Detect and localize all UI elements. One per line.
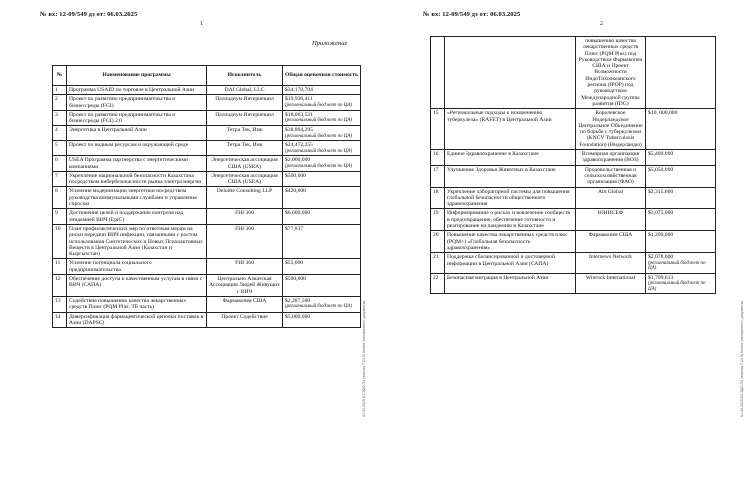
row-number: 1 — [55, 87, 58, 93]
total-cost: $500,000 — [285, 172, 306, 179]
table-row — [431, 109, 716, 150]
executor: Internews Network — [588, 254, 633, 261]
executor: Фармакопея США — [588, 232, 633, 239]
row-number: 16 — [433, 151, 439, 158]
program-name: Улучшение Здоровья Животных в Казахстане — [447, 166, 556, 173]
executor: Продовольственная и сельскохозяйственная организация (ФАО) — [584, 166, 637, 186]
row-number: 10 — [55, 225, 61, 232]
executor: Палладиум Интернешнл — [215, 96, 274, 103]
program-name: Диверсификация фармацевтической цепочки поставок в Азии (DAPSC) — [69, 313, 204, 326]
table-row — [431, 150, 716, 166]
program-name: План профилактических мер по ответным мерам на риски передачи ВИЧ инфекции, связанными с ростом использования Синтетических и Новых Психоактивных Веществ в Центральной Азии (Казахстан и Кыргызстан) — [69, 225, 203, 258]
table-row — [431, 165, 716, 187]
total-cost: $55,000 — [285, 260, 304, 267]
incoming-reference: № вх: 12-09/549 дз от: 06.03.2025 — [423, 11, 521, 18]
table-body — [53, 86, 361, 328]
table-body — [431, 37, 716, 294]
side-note: 04.03.2025 ЕСЭДО ГО (версия 7.23.0) Копия электронного документа. — [740, 300, 744, 417]
row-number: 4 — [55, 127, 58, 134]
executor: Winrock International — [585, 274, 636, 281]
total-cost: $2,000,000 — [285, 157, 311, 164]
table-row — [53, 312, 361, 328]
total-cost: $5,000,000 — [285, 313, 311, 320]
executor: Королевское Нидерландское Центральное Объединение по борьбе с туберкулезом (KNCV Tuberculosis Foundation) (Нидерланды) — [578, 110, 643, 148]
row-number: 13 — [55, 297, 61, 304]
table-row — [53, 156, 361, 172]
row-number: 7 — [55, 172, 58, 179]
total-cost: $2,287,500 — [285, 297, 311, 304]
table-row — [431, 231, 716, 253]
row-number: 17 — [433, 166, 439, 173]
row-number: 15 — [433, 110, 439, 117]
program-name: Единое Здравоохранение в Казахстане — [447, 151, 539, 158]
total-cost: $1,200,000 — [648, 232, 674, 239]
executor: Тетра Тек, Инк — [226, 142, 263, 149]
table-row — [53, 126, 361, 141]
cost-note: (региональный бюджет по ЦА) — [285, 118, 353, 124]
executor: Тетра Тек, Инк — [226, 127, 263, 134]
table-row — [431, 187, 716, 209]
executor: Abt Global — [597, 188, 623, 195]
cost-note: (региональный бюджет по ЦА) — [285, 163, 353, 169]
program-name: Укрепление национальной безопасности Казахстана посредством кибербезопасности рынка электроэнергии — [69, 172, 202, 186]
program-name: Достижение целей и поддержание контроля над эпидемией ВИЧ (EpiC) — [69, 210, 184, 223]
row-number: 18 — [433, 188, 439, 195]
table-row — [53, 209, 361, 225]
table-row — [53, 171, 361, 187]
executor: Палладиум Интернешнл — [215, 111, 274, 118]
cost-note: (региональный бюджет по ЦА) — [285, 148, 353, 154]
row-number: 9 — [55, 210, 58, 217]
program-name: Укрепление лабораторной системы для повышения глобальной безопасности общественного здравоохранения — [447, 188, 570, 208]
incoming-reference: № вх: 12-09/549 дз от: 06.03.2025 — [40, 11, 138, 18]
table-row — [53, 110, 361, 126]
total-cost: $420,000 — [285, 188, 306, 195]
appendix-label: Приложение — [312, 40, 348, 47]
table-row — [53, 224, 361, 258]
table-row — [53, 259, 361, 275]
program-name: Усиление модернизации энергетики посредством руководства коммунальными службами и управления спросом — [69, 188, 197, 208]
row-number: 3 — [55, 111, 58, 118]
row-number: 5 — [55, 142, 58, 149]
cost-note: (региональный бюджет по ЦА) — [285, 133, 353, 139]
program-name: Программа USAID по торговле в Центральной Азии — [69, 87, 195, 93]
total-cost: $3,075,000 — [648, 210, 674, 217]
total-cost: $2,078,000 — [648, 254, 674, 261]
program-name: Безопасная миграция в Центральной Азии — [447, 274, 549, 281]
cost-note: (региональный бюджет по ЦА) — [285, 304, 353, 310]
row-number: 8 — [55, 188, 58, 195]
executor: FHI 360 — [235, 225, 254, 232]
total-cost: $77,837 — [285, 225, 304, 232]
program-name: Усиление потенциала социального предпринимательства — [69, 260, 152, 273]
total-cost: $1,709,613 — [648, 274, 674, 281]
program-name: Повышение качества лекарственных средств плюс (PQM+) «Глобальная безопасность здравоохранения» — [447, 232, 568, 251]
row-number: 11 — [55, 260, 61, 267]
row-number: 19 — [433, 210, 439, 217]
table-row — [53, 86, 361, 95]
row-number: 6 — [55, 157, 58, 164]
table-row — [431, 273, 716, 293]
header-number: № — [53, 66, 67, 86]
total-cost: $10, 000,000 — [648, 110, 678, 117]
row-number: 22 — [433, 274, 439, 281]
executor: FHI 360 — [235, 260, 254, 267]
executor: Проект Содействие — [221, 313, 268, 320]
program-name: Поддержка сбалансированной и достоверной информации в Центральной Азии (САПА) — [447, 254, 556, 267]
row-number: 21 — [433, 254, 439, 261]
program-name: Информирование о рисках и вовлечение сообществ в предотвращение, обеспечение готовности и реагирование на пандемию в Казахстане — [447, 210, 571, 230]
executor: Энергетическая ассоциация США (USEA) — [211, 157, 278, 170]
page-number: 1 — [200, 21, 203, 27]
row-number: 12 — [55, 276, 61, 283]
table-row — [53, 95, 361, 111]
executor: Фармакопея США — [222, 297, 267, 304]
total-cost: $2,315,000 — [648, 188, 674, 195]
executor: Центрально Азиатская Ассоциация Людей Живущих с ВИЧ — [209, 276, 280, 295]
table-row — [53, 187, 361, 209]
programs-table-page-1 — [52, 65, 361, 328]
cost-note: (региональный бюджет по ЦА) — [648, 260, 706, 272]
table-row-continuation — [431, 37, 716, 109]
cost-note: (региональный бюджет по ЦА) — [285, 102, 353, 108]
program-name: Проект по водным ресурсам и окружающей среде — [69, 142, 189, 149]
executor: Deloitte Consulting LLP — [216, 188, 273, 195]
table-row — [53, 275, 361, 297]
executor: DAI Global, LLC — [224, 87, 265, 93]
total-cost: $500,000 — [285, 276, 306, 283]
table-row — [431, 253, 716, 273]
program-name: Содействие повышению качества лекарственных средств Плюс (PQM Plus: ТБ часть) — [69, 297, 187, 311]
table-row — [53, 296, 361, 312]
cost-note: (региональный бюджет по ЦА) — [648, 280, 706, 292]
total-cost: $5,050,000 — [648, 166, 674, 173]
table-row — [53, 141, 361, 156]
program-name: Проект по развитию предпринимательства и бизнессреды (FGI) — [69, 96, 176, 109]
page-2 — [376, 0, 752, 494]
program-name: USEA Программа партнерства с энергетическими компаниями — [69, 157, 188, 170]
total-cost: $5,400,000 — [648, 151, 674, 158]
executor: FHI 360 — [235, 210, 254, 217]
total-cost: $24,472,255 — [285, 142, 313, 149]
header-program-name: Наименование программы — [67, 66, 207, 86]
total-cost: $38,894,295 — [285, 127, 313, 134]
row-number: 2 — [55, 96, 58, 103]
table-row — [431, 209, 716, 231]
total-cost: $34,170,704 — [285, 87, 313, 93]
program-name: Обеспечение доступа к качественным услугам в связи с ВИЧ (САПА) — [69, 276, 203, 289]
row-number: 20 — [433, 232, 439, 239]
total-cost: $6,600,000 — [285, 210, 311, 217]
program-name: Энергетика в Центральной Азии — [69, 127, 147, 134]
header-executor: Исполнитель — [207, 66, 283, 86]
program-name: «Региональные подходы к искоренению туберкулеза» (RAFET) в Центральной Азии — [447, 110, 552, 123]
programs-table-page-2 — [430, 36, 716, 294]
executor: ЮНИСЕФ — [597, 210, 624, 217]
total-cost: $18,063,531 — [285, 111, 313, 118]
side-note: 04.03.2025 ЕСЭДО ГО (версия 7.23.0) Копия электронного документа. — [362, 300, 366, 417]
executor: Всемирная организация здравоохранения (ВОЗ) — [581, 151, 640, 164]
row-number: 14 — [55, 313, 61, 320]
header-total-cost: Общая оценочная стоимость — [283, 66, 361, 86]
executor: Энергетическая ассоциация США (USEA) — [211, 172, 278, 186]
continuation-executor: повышению качества лекарственных средств Плюс (PQM Plus) под Руководством Фармакопеи США и Проект Возможности ИндоТихоокеанского региона (IPOP) под руководством Международной группы развития (IDG) — [576, 37, 646, 109]
total-cost: $19,936,411 — [285, 96, 313, 103]
program-name: Проект по развитию предпринимательства и бизнессреды (FGI) 2.0 — [69, 111, 176, 125]
page-number: 2 — [600, 21, 603, 27]
